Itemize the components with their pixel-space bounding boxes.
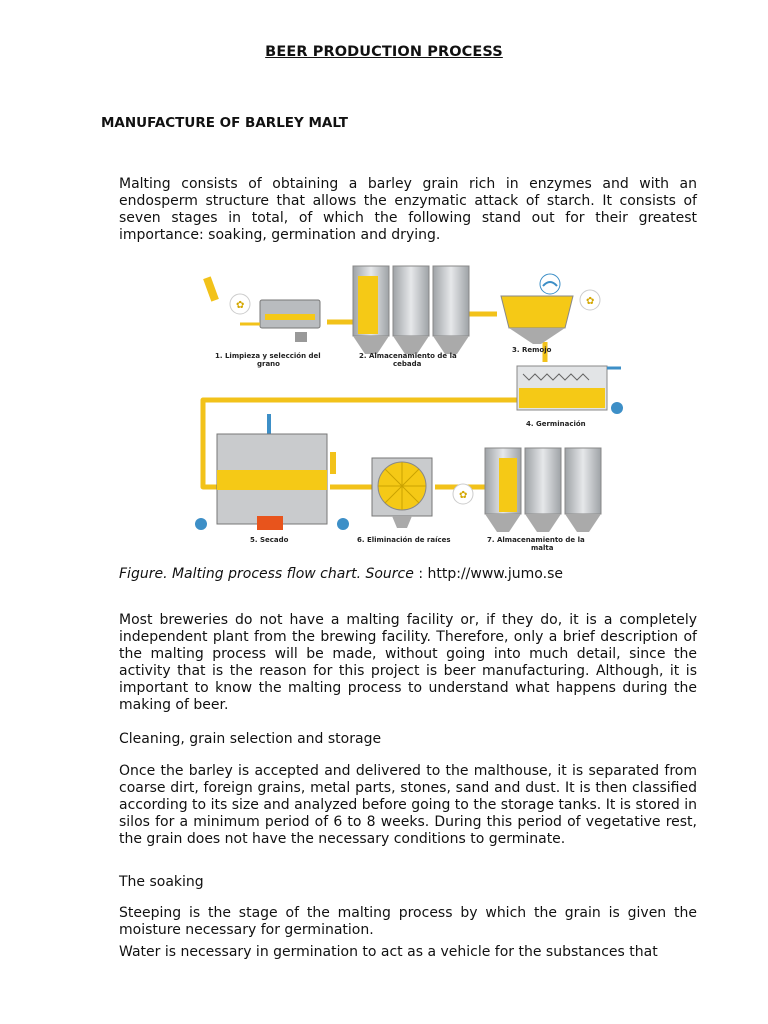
subheading-soaking: The soaking — [119, 874, 204, 890]
paragraph-malting-facility: Most breweries do not have a malting facility or, if they do, it is a completely independent plant from the brewing facility. Therefore, only a brief description of the malting process will be made, without going into much detail, since the activity that is the reason for this project is beer manufacturing. Although, it is important to know the malting process to understand what happens during the making of beer. — [119, 612, 697, 713]
figure-caption — [119, 566, 563, 582]
storage-silos-icon — [353, 266, 469, 354]
malting-flow-chart — [185, 262, 625, 554]
intro-paragraph: Malting consists of obtaining a barley grain rich in enzymes and with an endosperm structure that allows the enzymatic attack of starch. It consists of seven stages in total, of which the following stand out for their greatest importance: soaking, germination and drying. — [119, 176, 697, 243]
paragraph-water: Water is necessary in germination to act as a vehicle for the substances that — [119, 944, 658, 960]
step-label-2b: cebada — [393, 360, 422, 368]
svg-text:✿: ✿ — [459, 490, 468, 501]
svg-text:✿: ✿ — [236, 300, 245, 311]
step-label-2: 2. Almacenamiento de la — [359, 352, 457, 360]
step-label-7b: malta — [531, 544, 554, 552]
step-label-5: 5. Secado — [250, 536, 289, 544]
drying-kiln-icon — [195, 414, 349, 530]
step-label-1b: grano — [257, 360, 280, 368]
paragraph-cleaning: Once the barley is accepted and delivered to the malthouse, it is separated from coarse dirt, foreign grains, metal parts, stones, sand and dust. It is then classified according to its size and analyzed before going to the storage tanks. It is stored in silos for a minimum period of 6 to 8 weeks. During this period of vegetative rest, the grain does not have the necessary conditions to germinate. — [119, 763, 697, 847]
malt-silos-icon — [453, 448, 601, 532]
step-label-7: 7. Almacenamiento de la — [487, 536, 585, 544]
caption-italic: Figure. Malting process flow chart. Source — [119, 566, 414, 582]
document-title: BEER PRODUCTION PROCESS — [265, 44, 503, 60]
step-label-3: 3. Remojo — [512, 346, 552, 354]
paragraph-steeping: Steeping is the stage of the malting process by which the grain is given the moisture necessary for germination. — [119, 905, 697, 938]
germination-unit-icon — [517, 366, 623, 414]
svg-text:✿: ✿ — [586, 296, 595, 307]
step-label-1: 1. Limpieza y selección del — [215, 352, 321, 360]
cleaning-machine-icon — [203, 276, 320, 342]
step-label-6: 6. Eliminación de raíces — [357, 536, 451, 544]
section-heading: MANUFACTURE OF BARLEY MALT — [101, 115, 348, 131]
step-label-4: 4. Germinación — [526, 420, 586, 428]
soaking-tank-icon — [501, 274, 600, 344]
caption-source: : http://www.jumo.se — [413, 566, 563, 582]
root-removal-drum-icon — [372, 458, 432, 528]
subheading-cleaning: Cleaning, grain selection and storage — [119, 731, 382, 747]
